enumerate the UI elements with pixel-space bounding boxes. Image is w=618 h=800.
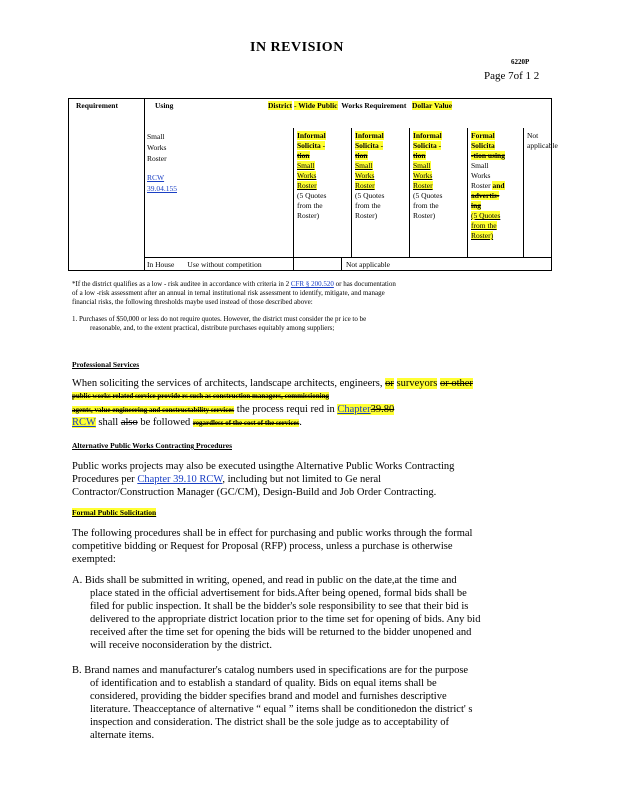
table-header-using: Using	[155, 101, 174, 110]
chapter-link[interactable]: Chapter	[337, 404, 371, 415]
page-number: Page 7of 1 2	[484, 70, 540, 82]
professional-services-heading: Professional Services	[72, 360, 140, 369]
table-header-requirement: Requirement	[76, 101, 118, 110]
formal-cell: Formal Solicita -tion using Small Works Roster and advertis- ing (5 Quotes from the Roster)	[471, 131, 505, 240]
rcw-39-04-155-link[interactable]: RCW 39.04.155	[147, 173, 177, 193]
formal-item-b: B. Brand names and manufacturer's catalog numbers used in specifications are for the purpose of identification and to establish a standard of quality. Bids on equal items shall be considered, providing the bidder specifies brand and model and furnishes descriptive literature. Theacceptance of alternative “ equal ” items shall be conditionedon the district' s inspection and consideration. The district shall be the sole judge as to acceptability of alternate items.	[72, 665, 473, 741]
in-house-not-applicable: Not applicable	[346, 260, 390, 269]
formal-solicitation-intro: The following procedures shall be in effect for purchasing and public works through the formal competitive bidding or Request for Proposal (RFP) process, unless a purchase is otherwise exempted:	[72, 528, 473, 565]
informal-cell-2: Informal Solicita - tion Small Works Roster (5 Quotes from the Roster)	[355, 131, 385, 220]
page-title: IN REVISION	[250, 40, 344, 55]
alternative-works-heading: Alternative Public Works Contracting Procedures	[72, 441, 232, 450]
cfr-link[interactable]: CFR § 200.520	[290, 280, 334, 288]
alternative-works-text: Public works projects may also be executed usingthe Alternative Public Works Contracting Procedures per Chapter 39.10 RCW, including but not limited to Ge neral Contractor/Construction Manager (GC/CM), Design-Build and Job Order Contracting.	[72, 461, 455, 498]
informal-cell-1: Informal Solicita - tion Small Works Roster (5 Quotes from the Roster)	[297, 131, 327, 220]
informal-cell-3: Informal Solicita - tion Small Works Roster (5 Quotes from the Roster)	[413, 131, 443, 220]
rcw-link[interactable]: RCW	[72, 417, 96, 428]
chapter-39-10-link[interactable]: Chapter 39.10 RCW	[137, 474, 223, 485]
doc-code: 6220P	[511, 58, 530, 66]
formal-solicitation-heading: Formal Public Solicitation	[72, 508, 157, 517]
formal-item-a: A. Bids shall be submitted in writing, opened, and read in public on the date,at the time and place stated in the official advertisement for bids.After being opened, formal bids shall be filed for public inspection. It shall be the bidder's sole responsibility to see that their bid is delivered to the appropriate district location prior to the time set for opening of bids. Any bid received after the time set for opening the bids will be returned to the bidder unopened and will receive noconsideration by the district.	[72, 575, 481, 651]
footnote: *If the district qualifies as a low - risk auditee in accordance with criteria in 2 CFR § 200.520 or has documentation of a low -risk assessment after an annual in ternal institutional risk assessment to identify, mitigate, and manage financial risks, the following thresholds maybe used instead of those described above: 1. Purchases of $50,000 or less do not require quotes. However, the district must consider the pr ice to be reasonable, and, to the extent practical, distribute purchases equitably among suppliers;	[72, 280, 396, 332]
not-applicable-cell: Not applicable	[527, 131, 558, 150]
professional-services-text: When soliciting the services of architects, landscape architects, engineers, or surveyors or other public works related service provide rs such as construction managers, commissioning agents, value engineering and constructability services the process requi red in Chapter39.80 RCW shall also be followed regardless of the cost of the services.	[72, 378, 473, 428]
table-header-district: District - Wide Public Works Requirement Dollar Value	[268, 101, 453, 110]
using-cell: Small Works Roster RCW 39.04.155	[147, 131, 189, 194]
in-house-row: In House Use without competition	[147, 260, 262, 269]
